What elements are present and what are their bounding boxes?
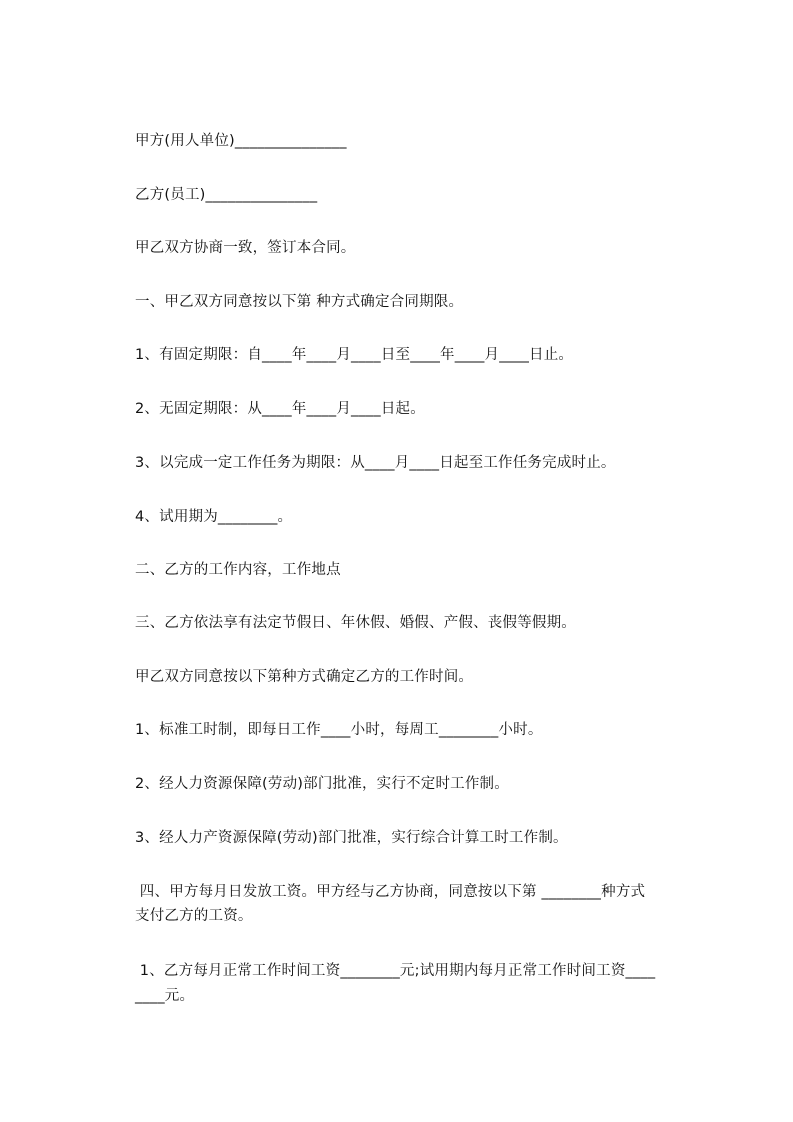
standard-hours-line: 1、标准工时制，即每日工作____小时，每周工________小时。 (135, 722, 543, 738)
section3-title: 三、乙方依法享有法定节假日、年休假、婚假、产假、丧假等假期。 (135, 615, 576, 631)
section4-line1: 四、甲方每月日发放工资。甲方经与乙方协商，同意按以下第 ________种方式 (135, 884, 646, 900)
wage-line2: ____元。 (135, 988, 195, 1004)
work-time-intro: 甲乙双方同意按以下第种方式确定乙方的工作时间。 (135, 669, 474, 685)
section4-line2: 支付乙方的工资。 (135, 908, 253, 924)
section2-title: 二、乙方的工作内容，工作地点 (135, 562, 341, 578)
intro-line: 甲乙双方协商一致，签订本合同。 (135, 240, 356, 256)
term-task-line: 3、以完成一定工作任务为期限：从____月____日起至工作任务完成时止。 (135, 455, 616, 471)
party-a-line: 甲方(用人单位)_______________ (135, 133, 347, 149)
party-b-line: 乙方(员工)_______________ (135, 187, 318, 203)
wage-line1: 1、乙方每月正常工作时间工资________元;试用期内每月正常工作时间工资____ (135, 963, 656, 979)
probation-line: 4、试用期为________。 (135, 509, 293, 525)
term-unfixed-line: 2、无固定期限：从____年____月____日起。 (135, 401, 425, 417)
flexible-hours-line: 2、经人力资源保障(劳动)部门批准，实行不定时工作制。 (135, 776, 509, 792)
term-fixed-line: 1、有固定期限：自____年____月____日至____年____月____日止。 (135, 347, 574, 363)
section1-title: 一、甲乙双方同意按以下第 种方式确定合同期限。 (135, 294, 464, 310)
comprehensive-hours-line: 3、经人力产资源保障(劳动)部门批准，实行综合计算工时工作制。 (135, 830, 568, 846)
